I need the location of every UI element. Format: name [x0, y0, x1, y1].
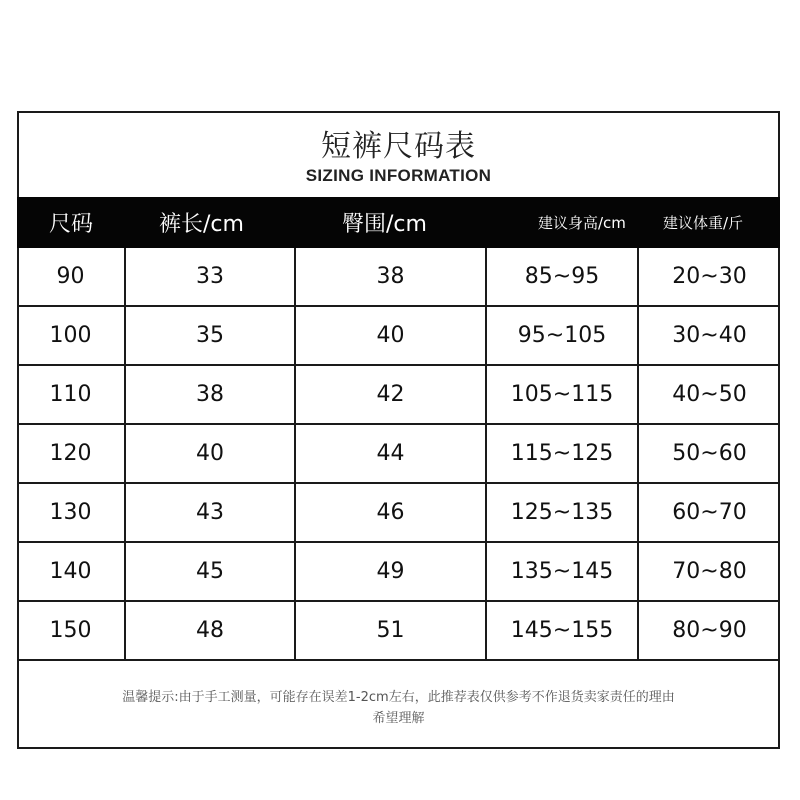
disclaimer-line-2: 希望理解	[372, 711, 425, 726]
cell-size: 140	[17, 542, 125, 601]
table-row	[17, 483, 780, 542]
cell-height: 95~105	[486, 306, 638, 365]
cell-height: 135~145	[486, 542, 638, 601]
disclaimer-line-1: 温馨提示:由于手工测量，可能存在误差1-2cm左右，此推荐表仅供参考不作退货卖家责任的理由	[122, 690, 675, 705]
cell-weight: 20~30	[638, 248, 780, 306]
cell-size: 120	[17, 424, 125, 483]
cell-weight: 30~40	[638, 306, 780, 365]
cell-height: 115~125	[486, 424, 638, 483]
cell-height: 105~115	[486, 365, 638, 424]
size-table	[17, 197, 780, 661]
table-row	[17, 601, 780, 660]
header-size: 尺码	[17, 197, 125, 248]
table-header-row	[17, 197, 780, 248]
cell-length: 48	[125, 601, 295, 660]
cell-size: 90	[17, 248, 125, 306]
cell-length: 33	[125, 248, 295, 306]
cell-hip: 46	[295, 483, 486, 542]
cell-length: 38	[125, 365, 295, 424]
cell-weight: 80~90	[638, 601, 780, 660]
cell-hip: 42	[295, 365, 486, 424]
cell-size: 110	[17, 365, 125, 424]
cell-length: 40	[125, 424, 295, 483]
cell-height: 145~155	[486, 601, 638, 660]
cell-weight: 70~80	[638, 542, 780, 601]
cell-hip: 51	[295, 601, 486, 660]
cell-length: 35	[125, 306, 295, 365]
cell-weight: 40~50	[638, 365, 780, 424]
cell-length: 43	[125, 483, 295, 542]
header-hip: 臀围/cm	[295, 197, 486, 248]
cell-hip: 40	[295, 306, 486, 365]
cell-height: 125~135	[486, 483, 638, 542]
table-row	[17, 542, 780, 601]
cell-size: 150	[17, 601, 125, 660]
chart-title: 短裤尺码表	[321, 129, 476, 164]
size-chart	[17, 111, 780, 749]
table-row	[17, 365, 780, 424]
table-row	[17, 248, 780, 306]
cell-size: 100	[17, 306, 125, 365]
cell-length: 45	[125, 542, 295, 601]
table-row	[17, 306, 780, 365]
cell-weight: 60~70	[638, 483, 780, 542]
table-row	[17, 424, 780, 483]
header-length: 裤长/cm	[125, 197, 295, 248]
cell-hip: 44	[295, 424, 486, 483]
cell-hip: 49	[295, 542, 486, 601]
cell-hip: 38	[295, 248, 486, 306]
header-height: 建议身高/cm	[486, 197, 638, 248]
cell-weight: 50~60	[638, 424, 780, 483]
disclaimer-note	[39, 687, 758, 729]
chart-subtitle: SIZING INFORMATION	[305, 166, 492, 185]
cell-height: 85~95	[486, 248, 638, 306]
cell-size: 130	[17, 483, 125, 542]
header-weight: 建议体重/斤	[638, 197, 780, 248]
